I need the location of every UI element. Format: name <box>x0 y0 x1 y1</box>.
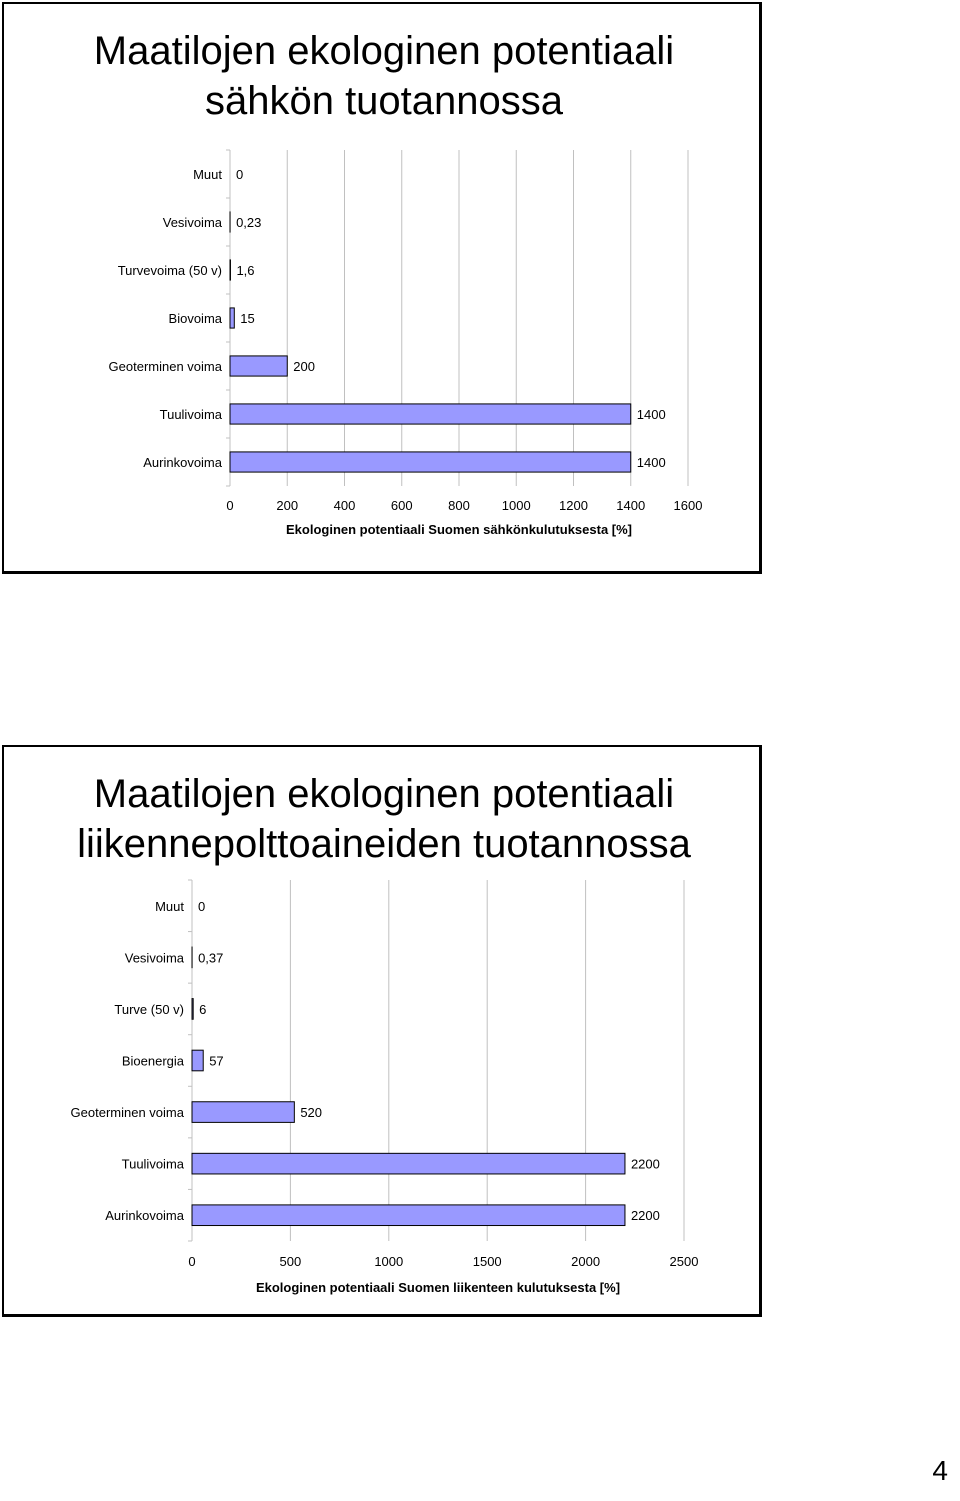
x-tick-label: 200 <box>276 498 299 513</box>
bar <box>230 452 631 472</box>
x-tick-label: 1600 <box>673 498 703 513</box>
x-tick-label: 2000 <box>571 1254 601 1269</box>
bar <box>230 308 234 328</box>
category-label: Turve (50 v) <box>114 1001 184 1017</box>
x-tick-label: 600 <box>390 498 413 513</box>
bar <box>192 1205 625 1226</box>
data-label: 15 <box>240 311 255 326</box>
x-tick-label: 2500 <box>669 1254 699 1269</box>
x-tick-label: 1400 <box>616 498 646 513</box>
category-label: Vesivoima <box>162 215 222 230</box>
bar <box>192 999 193 1020</box>
x-tick-label: 0 <box>188 1254 196 1269</box>
category-label: Bioenergia <box>121 1053 184 1069</box>
data-label: 0 <box>198 898 206 914</box>
transport-bar-chart <box>4 747 759 1314</box>
data-label: 1,6 <box>236 263 255 278</box>
electricity-bar-chart <box>4 4 759 571</box>
category-label: Aurinkovoima <box>105 1208 184 1224</box>
slide-transport-fuels <box>2 745 762 1317</box>
title-line-1: Maatilojen ekologinen potentiaali <box>93 29 675 73</box>
bar <box>192 1153 625 1174</box>
data-label: 2200 <box>630 1156 660 1172</box>
x-tick-label: 1000 <box>501 498 531 513</box>
category-label: Biovoima <box>168 311 222 326</box>
data-label: 1400 <box>636 455 666 470</box>
data-label: 520 <box>300 1105 323 1121</box>
category-label: Geoterminen voima <box>70 1105 184 1121</box>
bar <box>230 356 287 376</box>
category-label: Muut <box>155 898 184 914</box>
bar <box>192 1050 203 1071</box>
category-label: Tuulivoima <box>121 1156 184 1172</box>
category-label: Vesivoima <box>124 950 184 966</box>
x-tick-label: 0 <box>226 498 234 513</box>
category-label: Turvevoima (50 v) <box>117 263 222 278</box>
bar <box>192 1102 294 1123</box>
x-tick-label: 1200 <box>559 498 588 513</box>
x-tick-label: 800 <box>448 498 470 513</box>
x-tick-label: 1500 <box>472 1254 502 1269</box>
data-label: 0 <box>236 167 244 182</box>
x-tick-label: 400 <box>333 498 356 513</box>
category-label: Geoterminen voima <box>108 359 222 374</box>
data-label: 200 <box>293 359 315 374</box>
title-line-1: Maatilojen ekologinen potentiaali <box>93 772 675 816</box>
bar <box>230 404 631 424</box>
data-label: 1400 <box>636 407 666 422</box>
data-label: 0,37 <box>198 950 224 966</box>
data-label: 0,23 <box>236 215 262 230</box>
data-label: 57 <box>209 1053 224 1069</box>
data-label: 2200 <box>630 1208 660 1224</box>
page-number: 4 <box>932 1455 948 1486</box>
category-label: Muut <box>193 167 222 182</box>
x-tick-label: 500 <box>279 1254 302 1269</box>
x-axis-label: Ekologinen potentiaali Suomen sähkönkulutuksesta [%] <box>286 522 632 537</box>
category-label: Aurinkovoima <box>143 455 222 470</box>
slide-electricity <box>2 2 762 574</box>
title-line-2: liikennepolttoaineiden tuotannossa <box>77 822 691 866</box>
x-axis-label: Ekologinen potentiaali Suomen liikenteen kulutuksesta [%] <box>255 1280 621 1295</box>
data-label: 6 <box>199 1001 207 1017</box>
title-line-2: sähkön tuotannossa <box>204 79 564 123</box>
category-label: Tuulivoima <box>159 407 222 422</box>
x-tick-label: 1000 <box>374 1254 404 1269</box>
